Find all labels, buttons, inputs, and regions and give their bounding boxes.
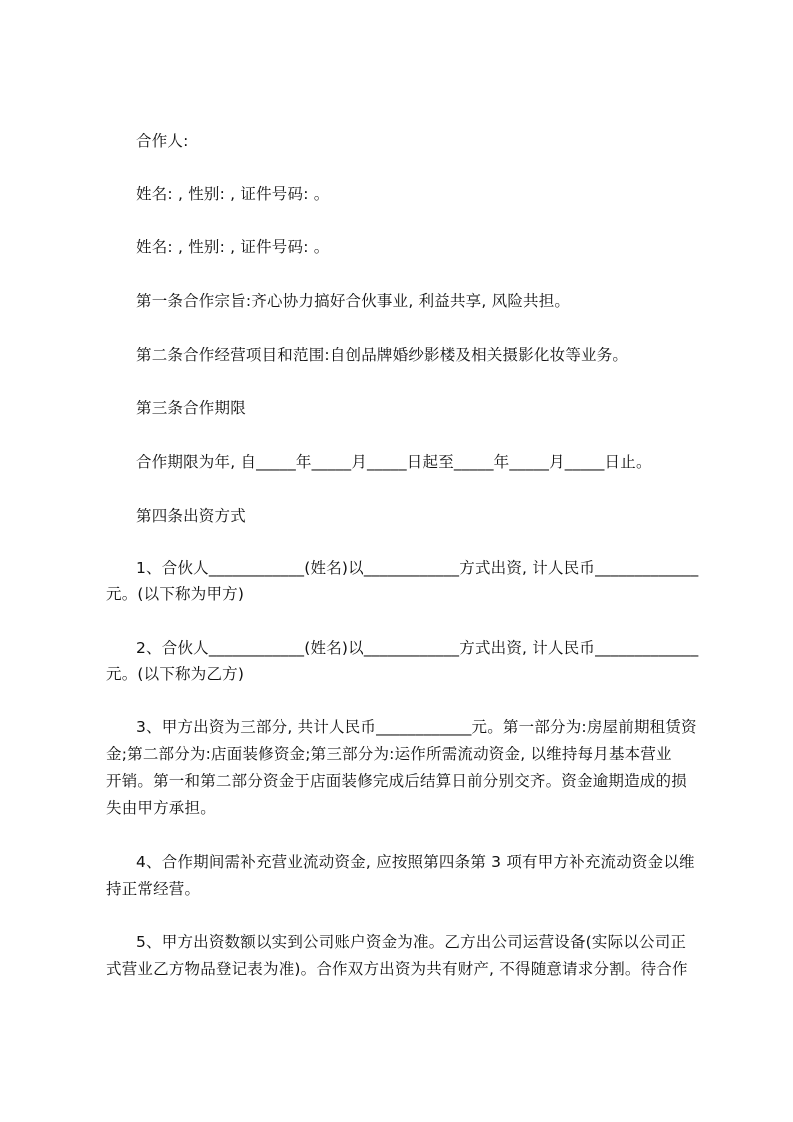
- partner-2-info: 姓名: , 性别: , 证件号码: 。: [136, 238, 330, 256]
- item-3-line-2: 金;第二部分为:店面装修资金;第三部分为:运作所需流动资金, 以维持每月基本营业: [106, 745, 672, 763]
- article-3-text: 合作期限为年, 自_____年_____月_____日起至_____年_____月_____日止。: [136, 453, 652, 471]
- item-2-line-2: 元。(以下称为乙方): [106, 665, 245, 683]
- item-1-line-1: 1、合伙人____________(姓名)以____________方式出资, 计人民币_____________: [136, 559, 699, 577]
- partner-1-info: 姓名: , 性别: , 证件号码: 。: [136, 185, 330, 203]
- item-4-line-1: 4、合作期间需补充营业流动资金, 应按照第四条第 3 项有甲方补充流动资金以维: [136, 853, 695, 871]
- item-2-line-1: 2、合伙人____________(姓名)以____________方式出资, 计人民币_____________: [136, 639, 699, 657]
- item-3-line-4: 失由甲方承担。: [106, 799, 216, 817]
- item-3-line-1: 3、甲方出资为三部分, 共计人民币____________元。第一部分为:房屋前期租赁资: [136, 718, 697, 736]
- article-3-title: 第三条合作期限: [136, 399, 246, 417]
- item-1-line-2: 元。(以下称为甲方): [106, 585, 245, 603]
- partners-heading: 合作人:: [136, 132, 189, 150]
- article-1: 第一条合作宗旨:齐心协力搞好合伙事业, 利益共享, 风险共担。: [136, 292, 571, 310]
- article-4-title: 第四条出资方式: [136, 507, 246, 525]
- item-3-line-3: 开销。第一和第二部分资金于店面装修完成后结算日前分别交齐。资金逾期造成的损: [106, 772, 687, 790]
- article-2: 第二条合作经营项目和范围:自创品牌婚纱影楼及相关摄影化妆等业务。: [136, 346, 629, 364]
- item-4-line-2: 持正常经营。: [106, 880, 201, 898]
- item-5-line-2: 式营业乙方物品登记表为准)。合作双方出资为共有财产, 不得随意请求分割。待合作: [106, 960, 688, 978]
- item-5-line-1: 5、甲方出资数额以实到公司账户资金为准。乙方出公司运营设备(实际以公司正: [136, 933, 687, 951]
